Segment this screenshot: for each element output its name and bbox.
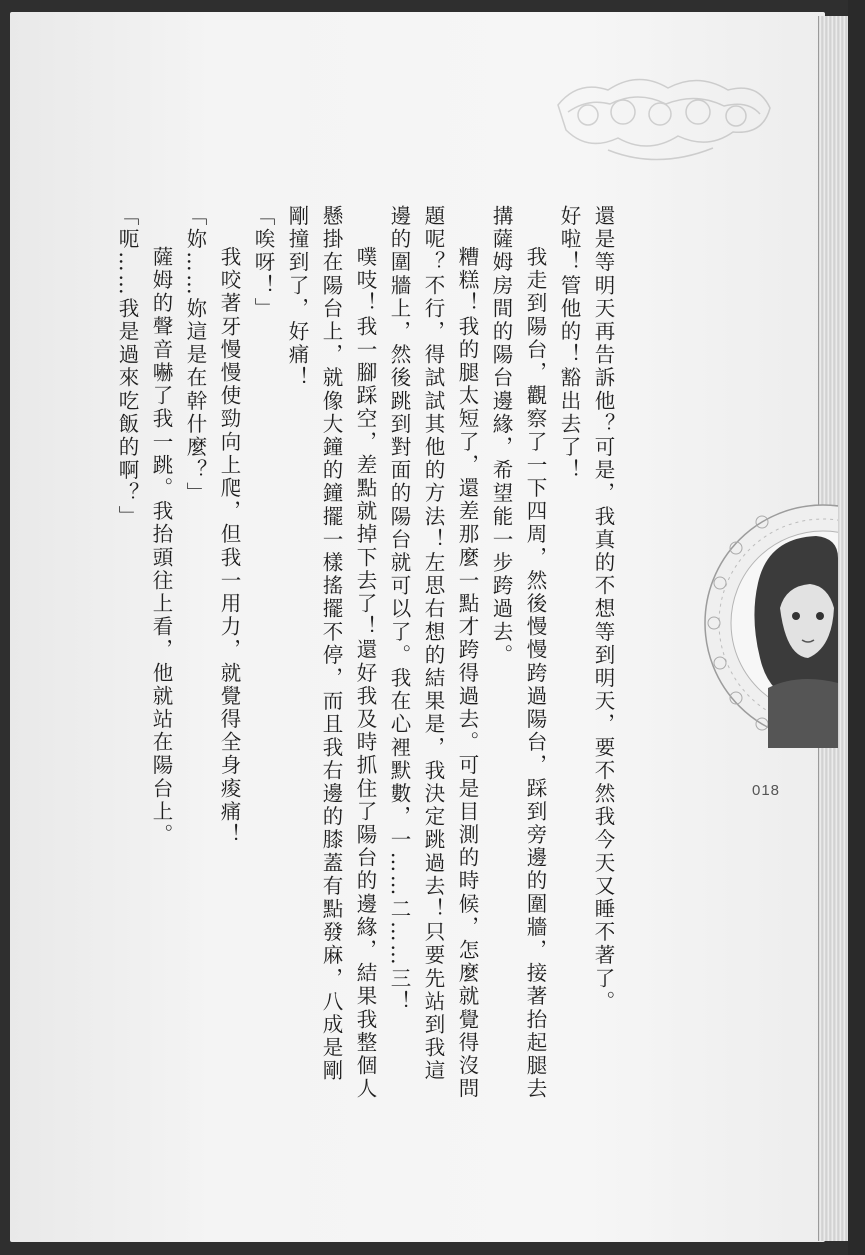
paragraph-2: 好啦！管他的！豁出去了！ — [557, 205, 581, 483]
paragraph-7: 我咬著牙慢慢使勁向上爬，但我一用力，就覺得全身痠痛！ — [217, 246, 241, 847]
paragraph-3: 我走到陽台，觀察了一下四周，然後慢慢跨過陽台，踩到旁邊的圍牆，接著抬起腿去搆薩姆房間的陽台邊緣，希望能一步跨過去。 — [489, 205, 547, 1101]
scan-border — [848, 0, 865, 1255]
paragraph-5: 噗吱！我一腳踩空，差點就掉下去了！還好我及時抓住了陽台的邊緣，結果我整個人懸掛在陽台上，就像大鐘的鐘擺一樣搖擺不停，而且我右邊的膝蓋有點發麻，八成是剛剛撞到了，好痛！ — [285, 205, 377, 1101]
lace-portrait-icon — [698, 498, 838, 748]
page-number: 018 — [752, 782, 781, 799]
paragraph-1: 還是等明天再告訴他？可是，我真的不想等到明天，要不然我今天又睡不著了。 — [591, 205, 615, 1014]
body-text — [115, 205, 620, 1105]
paragraph-4: 糟糕！我的腿太短了，還差那麼一點才跨得過去。可是目測的時候，怎麼就覺得沒問題呢？不行，得試試其他的方法！左思右想的結果是，我決定跳過去！只要先站到我這邊的圍牆上，然後跳到對面的陽台就可以了。我在心裡默數，一……二……三！ — [387, 205, 479, 1101]
series-logo-icon — [548, 60, 778, 180]
paragraph-9: 薩姆的聲音嚇了我一跳。我抬頭往上看，他就站在陽台上。 — [149, 246, 173, 847]
paragraph-6: 「唉呀！」 — [251, 205, 275, 321]
paragraph-10: 「呃……我是過來吃飯的啊？」 — [115, 205, 139, 529]
paragraph-8: 「妳……妳這是在幹什麼？」 — [183, 205, 207, 506]
